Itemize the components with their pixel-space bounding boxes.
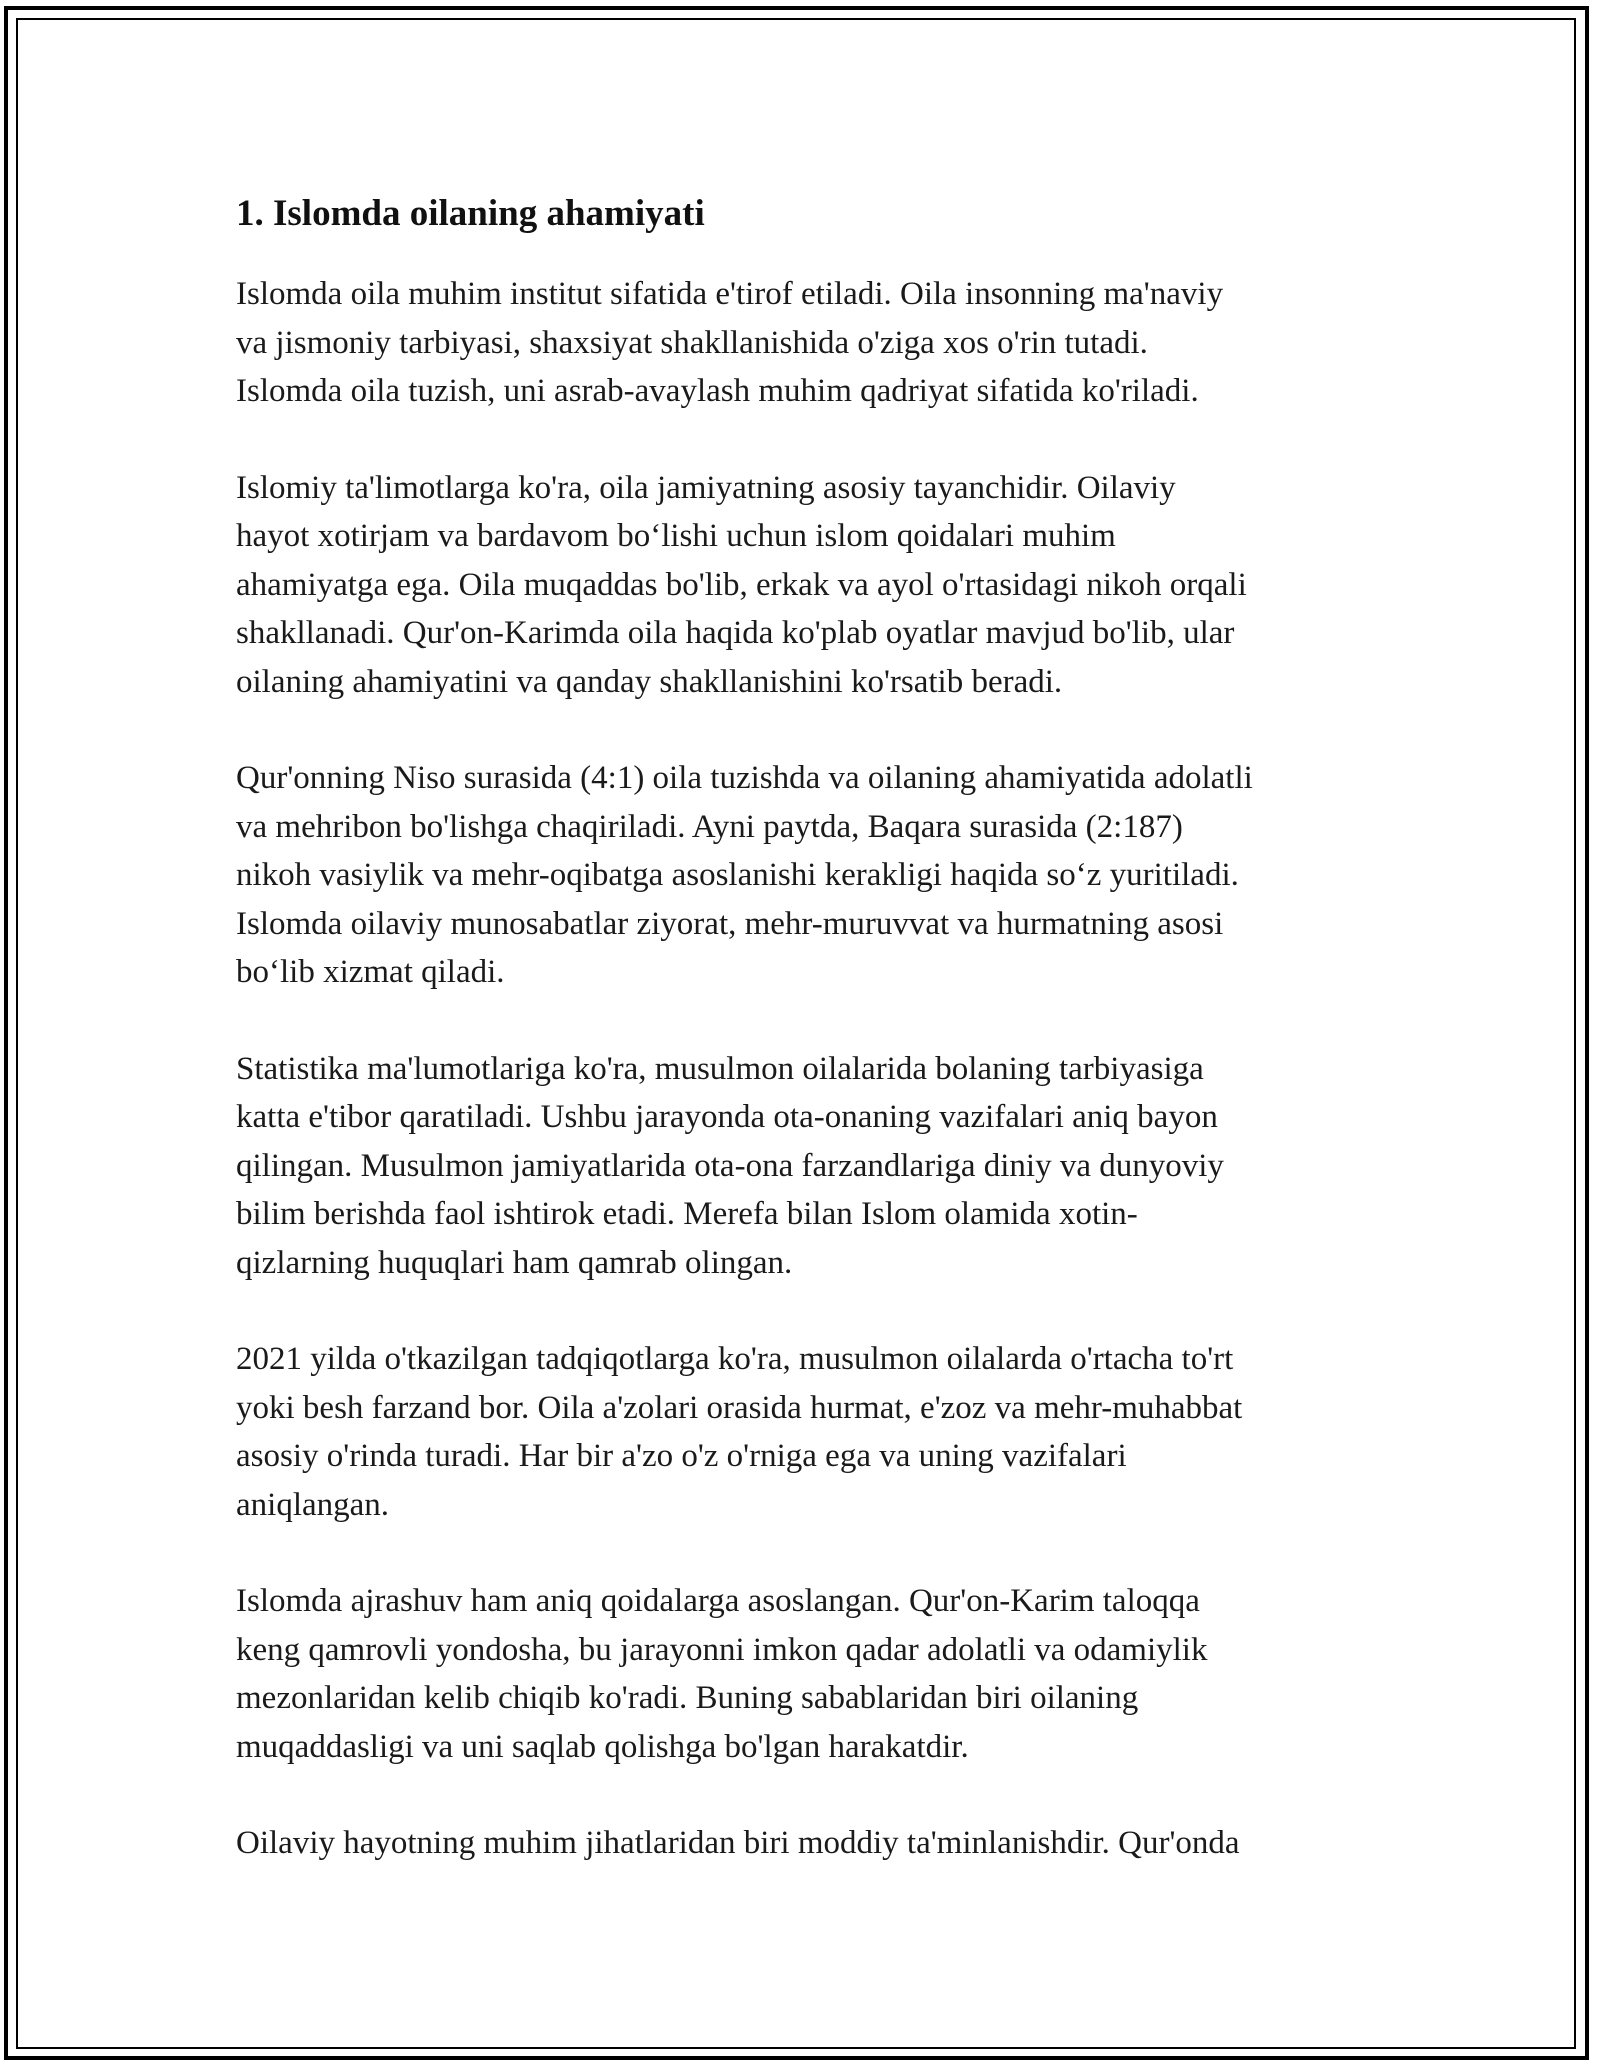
- paragraph-line: 2021 yilda o'tkazilgan tadqiqotlarga ko'ra, musulmon oilalarda o'rtacha to'rt: [236, 1341, 1234, 1377]
- paragraph-line: nikoh vasiylik va mehr-oqibatga asoslanishi kerakligi haqida so‘z yuritiladi.: [236, 857, 1239, 893]
- paragraph-line: yoki besh farzand bor. Oila a'zolari orasida hurmat, e'zoz va mehr-muhabbat: [236, 1389, 1243, 1426]
- paragraph-line: shakllanadi. Qur'on-Karimda oila haqida ko'plab oyatlar mavjud bo'lib, ular: [236, 615, 1235, 651]
- document-body: [236, 188, 1366, 1916]
- paragraph-line: oilaning ahamiyatini va qanday shakllanishini ko'rsatib beradi.: [236, 663, 1063, 700]
- paragraph-line: va jismoniy tarbiyasi, shaxsiyat shakllanishida o'ziga xos o'rin tutadi.: [236, 324, 1148, 361]
- paragraph-line: hayot xotirjam va bardavom bo‘lishi uchun islom qoidalari muhim: [236, 518, 1116, 554]
- paragraph-line: asosiy o'rinda turadi. Har bir a'zo o'z o'rniga ega va uning vazifalari: [236, 1438, 1127, 1474]
- paragraph: [236, 754, 1366, 997]
- paragraph-line: Islomda oilaviy munosabatlar ziyorat, mehr-muruvvat va hurmatning asosi: [236, 905, 1224, 942]
- paragraph-line: aniqlangan.: [236, 1486, 390, 1523]
- paragraph-line: qilingan. Musulmon jamiyatlarida ota-ona farzandlariga diniy va dunyoviy: [236, 1147, 1224, 1184]
- paragraph: [236, 1335, 1366, 1529]
- paragraph-line: Oilaviy hayotning muhim jihatlaridan biri moddiy ta'minlanishdir. Qur'onda: [236, 1825, 1240, 1861]
- paragraph: [236, 1819, 1366, 1868]
- paragraph-line: muqaddasligi va uni saqlab qolishga bo'lgan harakatdir.: [236, 1728, 969, 1765]
- paragraph-line: Islomda ajrashuv ham aniq qoidalarga asoslangan. Qur'on-Karim taloqqa: [236, 1583, 1200, 1619]
- paragraph-line: ahamiyatga ega. Oila muqaddas bo'lib, erkak va ayol o'rtasidagi nikoh orqali: [236, 566, 1247, 603]
- paragraph-line: Qur'onning Niso surasida (4:1) oila tuzishda va oilaning ahamiyatida adolatli: [236, 760, 1253, 796]
- paragraph-line: Islomda oila tuzish, uni asrab-avaylash muhim qadriyat sifatida ko'riladi.: [236, 373, 1199, 409]
- paragraph-line: bilim berishda faol ishtirok etadi. Merefa bilan Islom olamida xotin-: [236, 1196, 1138, 1232]
- paragraph-line: va mehribon bo'lishga chaqiriladi. Ayni paytda, Baqara surasida (2:187): [236, 808, 1183, 845]
- paragraph-line: keng qamrovli yondosha, bu jarayonni imkon qadar adolatli va odamiylik: [236, 1631, 1208, 1668]
- paragraph-line: bo‘lib xizmat qiladi.: [236, 954, 505, 990]
- paragraph-list: [236, 270, 1366, 1868]
- section-heading: 1. Islomda oilaning ahamiyati: [236, 193, 705, 234]
- paragraph-line: Islomda oila muhim institut sifatida e'tirof etiladi. Oila insonning ma'naviy: [236, 276, 1224, 312]
- paragraph-line: qizlarning huquqlari ham qamrab olingan.: [236, 1244, 793, 1281]
- paragraph: [236, 464, 1366, 707]
- paragraph-line: Statistika ma'lumotlariga ko'ra, musulmon oilalarida bolaning tarbiyasiga: [236, 1050, 1204, 1087]
- paragraph: [236, 1577, 1366, 1771]
- paragraph: [236, 270, 1366, 416]
- paragraph: [236, 1045, 1366, 1288]
- paragraph-line: mezonlaridan kelib chiqib ko'radi. Buning sabablaridan biri oilaning: [236, 1680, 1139, 1716]
- paragraph-line: Islomiy ta'limotlarga ko'ra, oila jamiyatning asosiy tayanchidir. Oilaviy: [236, 469, 1176, 506]
- paragraph-line: katta e'tibor qaratiladi. Ushbu jarayonda ota-onaning vazifalari aniq bayon: [236, 1099, 1218, 1135]
